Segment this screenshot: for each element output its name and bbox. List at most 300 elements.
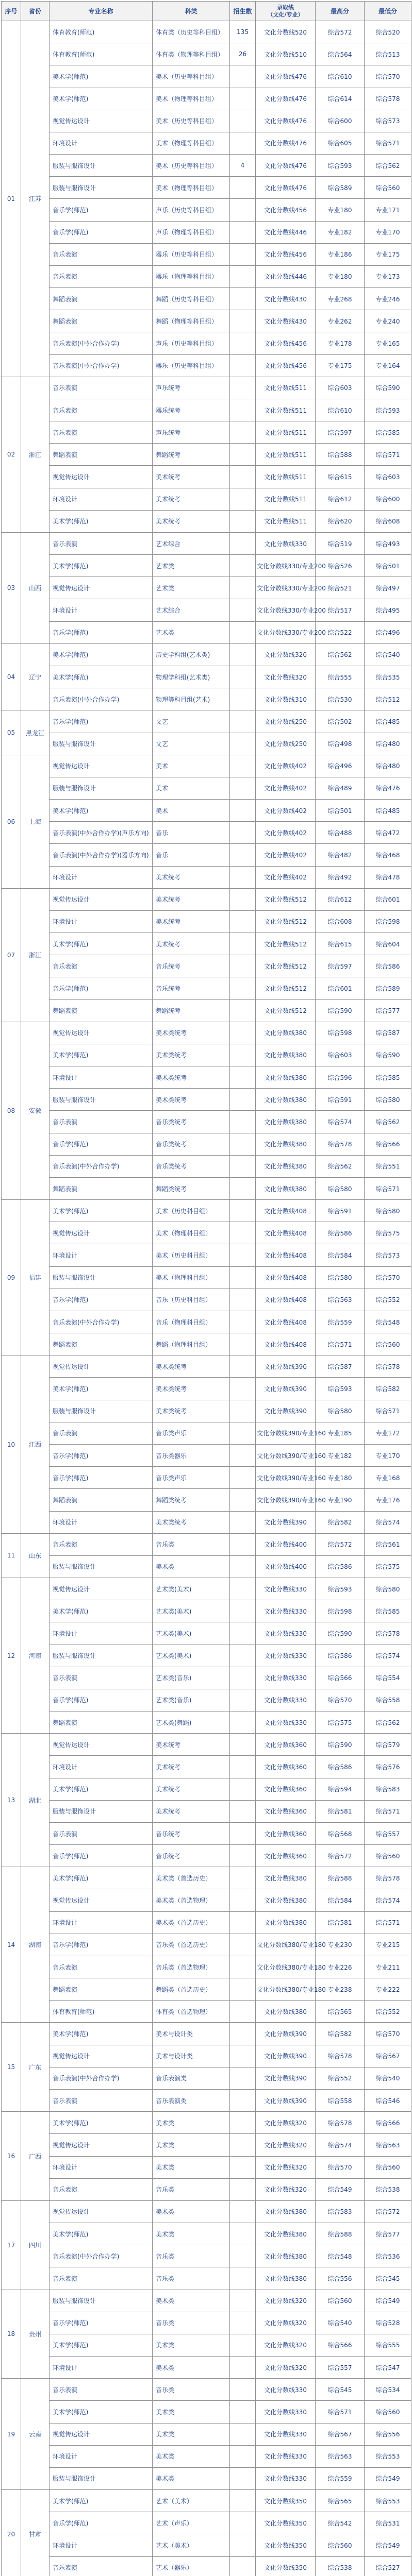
cell-province: 江西 xyxy=(21,1355,50,1533)
cell-cutoff: 文化分数线330 xyxy=(256,1711,316,1734)
cell-min: 综合520 xyxy=(365,21,411,43)
cell-enroll xyxy=(230,2401,256,2423)
cell-max: 综合580 xyxy=(316,1177,365,1199)
table-row xyxy=(2,199,411,221)
cell-major: 美术学(师范) xyxy=(50,1778,153,1800)
table-row xyxy=(2,1489,411,1511)
cell-max: 综合563 xyxy=(316,1289,365,1311)
cell-max: 综合549 xyxy=(316,2178,365,2200)
cell-major: 音乐表演 xyxy=(50,1422,153,1444)
cell-min: 综合570 xyxy=(365,65,411,88)
cell-enroll xyxy=(230,1845,256,1867)
cell-enroll xyxy=(230,2089,256,2111)
cell-min: 综合583 xyxy=(365,1778,411,1800)
cell-province: 贵州 xyxy=(21,2290,50,2379)
cell-max: 综合578 xyxy=(316,1133,365,1155)
cell-max: 综合610 xyxy=(316,399,365,421)
cell-max: 综合586 xyxy=(316,1222,365,1244)
table-row xyxy=(2,1845,411,1867)
cell-max: 综合601 xyxy=(316,977,365,999)
cell-cutoff: 文化分数线510 xyxy=(256,43,316,65)
cell-cutoff: 文化分数线408 xyxy=(256,1289,316,1311)
table-row xyxy=(2,444,411,466)
table-row xyxy=(2,1800,411,1822)
cell-major: 音乐表演(中外合作办学) xyxy=(50,2067,153,2089)
table-row xyxy=(2,1311,411,1333)
cell-min: 综合556 xyxy=(365,2423,411,2445)
cell-major: 音乐学(师范) xyxy=(50,710,153,733)
cell-max: 综合568 xyxy=(316,1822,365,1844)
cell-subject: 美术统考 xyxy=(153,888,230,910)
cell-enroll xyxy=(230,2534,256,2556)
cell-major: 视觉传达设计 xyxy=(50,466,153,488)
cell-major: 音乐表演 xyxy=(50,2089,153,2111)
cell-min: 综合593 xyxy=(365,399,411,421)
cell-subject: 艺术类 xyxy=(153,577,230,599)
cell-major: 视觉传达设计 xyxy=(50,1734,153,1756)
cell-cutoff: 文化分数线380 xyxy=(256,1911,316,1934)
cell-max: 综合560 xyxy=(316,2290,365,2312)
table-row xyxy=(2,1244,411,1266)
cell-province: 四川 xyxy=(21,2200,50,2290)
cell-major: 音乐学(师范) xyxy=(50,1133,153,1155)
cell-subject: 美术（历史科目组） xyxy=(153,1244,230,1266)
cell-min: 综合571 xyxy=(365,444,411,466)
cell-enroll xyxy=(230,1889,256,1911)
cell-enroll xyxy=(230,999,256,1022)
cell-subject: 音乐类统考 xyxy=(153,1111,230,1133)
cell-max: 综合571 xyxy=(316,1333,365,1355)
table-row xyxy=(2,21,411,43)
header-subject: 科类 xyxy=(153,2,230,21)
cell-subject: 美术（物理科目组） xyxy=(153,1266,230,1289)
cell-cutoff: 文化分数线402 xyxy=(256,800,316,822)
cell-province: 山东 xyxy=(21,1533,50,1578)
cell-major: 美术学(师范) xyxy=(50,1378,153,1400)
cell-major: 美术学(师范) xyxy=(50,2023,153,2045)
table-row xyxy=(2,599,411,621)
cell-cutoff: 文化分数线330 xyxy=(256,1622,316,1645)
cell-cutoff: 文化分数线402 xyxy=(256,755,316,777)
cell-cutoff: 文化分数线390 xyxy=(256,1355,316,1378)
cell-major: 环境设计 xyxy=(50,866,153,888)
cell-major: 视觉传达设计 xyxy=(50,1578,153,1600)
cell-subject: 美术统考 xyxy=(153,1800,230,1822)
cell-max: 综合588 xyxy=(316,2223,365,2245)
cell-major: 视觉传达设计 xyxy=(50,110,153,132)
cell-enroll xyxy=(230,2112,256,2134)
cell-major: 美术学(师范) xyxy=(50,2490,153,2512)
cell-enroll xyxy=(230,1645,256,1667)
cell-min: 综合558 xyxy=(365,1689,411,1711)
cell-enroll xyxy=(230,1200,256,1222)
cell-cutoff: 文化分数线390/专业160 xyxy=(256,1445,316,1467)
cell-min: 综合560 xyxy=(365,2401,411,2423)
cell-subject: 声乐统考 xyxy=(153,421,230,444)
cell-province: 湖北 xyxy=(21,1734,50,1867)
table-row xyxy=(2,265,411,287)
cell-enroll xyxy=(230,1978,256,2001)
cell-max: 综合582 xyxy=(316,2023,365,2045)
cell-min: 综合540 xyxy=(365,643,411,666)
cell-enroll xyxy=(230,866,256,888)
cell-major: 环境设计 xyxy=(50,488,153,510)
cell-major: 舞蹈表演 xyxy=(50,288,153,310)
cell-max: 综合548 xyxy=(316,2245,365,2267)
cell-major: 音乐表演 xyxy=(50,2178,153,2200)
cell-cutoff: 文化分数线330 xyxy=(256,532,316,554)
cell-min: 综合493 xyxy=(365,532,411,554)
cell-max: 综合572 xyxy=(316,1845,365,1867)
cell-enroll xyxy=(230,2467,256,2489)
cell-cutoff: 文化分数线250 xyxy=(256,710,316,733)
cell-max: 综合564 xyxy=(316,43,365,65)
cell-max: 综合572 xyxy=(316,1533,365,1555)
cell-major: 音乐表演 xyxy=(50,1822,153,1844)
cell-major: 视觉传达设计 xyxy=(50,1889,153,1911)
cell-max: 综合540 xyxy=(316,2312,365,2334)
cell-cutoff: 文化分数线320 xyxy=(256,2134,316,2156)
table-row xyxy=(2,1089,411,1111)
cell-enroll xyxy=(230,1066,256,1089)
cell-major: 美术学(师范) xyxy=(50,2112,153,2134)
cell-enroll xyxy=(230,1489,256,1511)
cell-major: 体育教育(师范) xyxy=(50,2001,153,2023)
cell-province: 黑龙江 xyxy=(21,710,50,755)
cell-major: 舞蹈表演 xyxy=(50,999,153,1022)
cell-seq: 13 xyxy=(2,1734,21,1867)
cell-subject: 美术统考 xyxy=(153,1778,230,1800)
cell-min: 综合560 xyxy=(365,1845,411,1867)
cell-max: 综合589 xyxy=(316,177,365,199)
table-row xyxy=(2,110,411,132)
table-row xyxy=(2,288,411,310)
cell-cutoff: 文化分数线512 xyxy=(256,999,316,1022)
cell-enroll xyxy=(230,399,256,421)
cell-major: 服装与服饰设计 xyxy=(50,1400,153,1422)
table-row xyxy=(2,643,411,666)
cell-subject: 体育类（首选物理） xyxy=(153,2001,230,2023)
header-enroll: 招生数 xyxy=(230,2,256,21)
cell-subject: 美术（历史等科目组） xyxy=(153,155,230,177)
cell-enroll xyxy=(230,65,256,88)
table-row xyxy=(2,2423,411,2445)
cell-subject: 艺术（器乐） xyxy=(153,2556,230,2576)
table-row xyxy=(2,1022,411,1044)
table-row xyxy=(2,2023,411,2045)
cell-min: 综合561 xyxy=(365,1533,411,1555)
cell-seq: 04 xyxy=(2,643,21,710)
header-max: 最高分 xyxy=(316,2,365,21)
cell-min: 综合576 xyxy=(365,1756,411,1778)
table-row xyxy=(2,555,411,577)
table-row xyxy=(2,1177,411,1199)
cell-cutoff: 文化分数线390 xyxy=(256,2045,316,2067)
header-cutoff: 录取线 （文化/专业） xyxy=(256,2,316,21)
cell-subject: 艺术类(美术) xyxy=(153,1600,230,1622)
table-row xyxy=(2,2357,411,2379)
cell-major: 服装与服饰设计 xyxy=(50,177,153,199)
cell-max: 专业180 xyxy=(316,265,365,287)
cell-subject: 美术类 xyxy=(153,2112,230,2134)
cell-max: 综合545 xyxy=(316,2379,365,2401)
cell-major: 美术学(师范) xyxy=(50,1600,153,1622)
cell-enroll xyxy=(230,1333,256,1355)
cell-subject: 艺术类(音乐) xyxy=(153,1689,230,1711)
cell-subject: 音乐类声乐 xyxy=(153,1467,230,1489)
cell-enroll xyxy=(230,110,256,132)
cell-min: 综合555 xyxy=(365,2334,411,2356)
cell-cutoff: 文化分数线380/专业180 xyxy=(256,1956,316,1978)
cell-max: 综合588 xyxy=(316,1867,365,1889)
cell-subject: 美术类统考 xyxy=(153,1511,230,1533)
cell-min: 综合563 xyxy=(365,2134,411,2156)
cell-major: 音乐学(师范) xyxy=(50,2512,153,2534)
cell-enroll xyxy=(230,977,256,999)
cell-enroll xyxy=(230,1511,256,1533)
cell-min: 综合497 xyxy=(365,577,411,599)
cell-cutoff: 文化分数线350 xyxy=(256,2512,316,2534)
cell-min: 综合562 xyxy=(365,1711,411,1734)
cell-cutoff: 文化分数线511 xyxy=(256,399,316,421)
cell-cutoff: 文化分数线380 xyxy=(256,2200,316,2223)
cell-enroll xyxy=(230,643,256,666)
cell-enroll xyxy=(230,377,256,399)
cell-min: 综合552 xyxy=(365,1289,411,1311)
cell-major: 音乐学(师范) xyxy=(50,1934,153,1956)
cell-subject: 器乐统考 xyxy=(153,399,230,421)
cell-cutoff: 文化分数线511 xyxy=(256,510,316,532)
cell-max: 综合586 xyxy=(316,1555,365,1578)
cell-cutoff: 文化分数线512 xyxy=(256,933,316,955)
cell-max: 综合556 xyxy=(316,2267,365,2290)
cell-subject: 音乐 xyxy=(153,844,230,866)
cell-enroll xyxy=(230,2223,256,2245)
cell-cutoff: 文化分数线380 xyxy=(256,1133,316,1155)
cell-cutoff: 文化分数线320 xyxy=(256,2312,316,2334)
table-row xyxy=(2,2534,411,2556)
table-row xyxy=(2,1667,411,1689)
cell-min: 综合573 xyxy=(365,1244,411,1266)
cell-min: 综合578 xyxy=(365,1867,411,1889)
table-row xyxy=(2,1355,411,1378)
cell-min: 综合580 xyxy=(365,1089,411,1111)
table-row xyxy=(2,2112,411,2134)
cell-subject: 音乐类 xyxy=(153,2379,230,2401)
cell-min: 综合472 xyxy=(365,822,411,844)
cell-cutoff: 文化分数线390/专业160 xyxy=(256,1422,316,1444)
cell-enroll xyxy=(230,1622,256,1645)
cell-min: 综合570 xyxy=(365,2023,411,2045)
cell-cutoff: 文化分数线330 xyxy=(256,1578,316,1600)
cell-major: 美术学(师范) xyxy=(50,800,153,822)
cell-major: 音乐表演(中外合作办学) xyxy=(50,354,153,377)
cell-subject: 艺术（美术） xyxy=(153,2534,230,2556)
cell-enroll xyxy=(230,1578,256,1600)
cell-cutoff: 文化分数线330/专业200 xyxy=(256,577,316,599)
table-row xyxy=(2,1600,411,1622)
cell-cutoff: 文化分数线390 xyxy=(256,2023,316,2045)
cell-min: 综合579 xyxy=(365,1734,411,1756)
cell-seq: 08 xyxy=(2,1022,21,1199)
cell-max: 综合591 xyxy=(316,1200,365,1222)
cell-max: 综合488 xyxy=(316,822,365,844)
cell-min: 专业175 xyxy=(365,243,411,265)
cell-min: 综合496 xyxy=(365,621,411,643)
cell-major: 舞蹈表演 xyxy=(50,444,153,466)
cell-major: 音乐表演 xyxy=(50,1956,153,1978)
cell-max: 综合559 xyxy=(316,1311,365,1333)
cell-subject: 美术类 xyxy=(153,2134,230,2156)
cell-province: 广西 xyxy=(21,2112,50,2201)
cell-max: 综合582 xyxy=(316,1511,365,1533)
cell-major: 美术学(师范) xyxy=(50,1200,153,1222)
cell-major: 视觉传达设计 xyxy=(50,2045,153,2067)
cell-max: 综合482 xyxy=(316,844,365,866)
cell-subject: 舞蹈（物理等科目组） xyxy=(153,310,230,332)
cell-cutoff: 文化分数线446 xyxy=(256,265,316,287)
cell-max: 综合580 xyxy=(316,1400,365,1422)
cell-major: 美术学(师范) xyxy=(50,1867,153,1889)
cell-subject: 音乐类统考 xyxy=(153,1133,230,1155)
cell-min: 综合553 xyxy=(365,2445,411,2467)
cell-cutoff: 文化分数线330 xyxy=(256,1667,316,1689)
cell-subject: 器乐（历史等科目组） xyxy=(153,243,230,265)
cell-cutoff: 文化分数线330 xyxy=(256,1645,316,1667)
cell-enroll xyxy=(230,2267,256,2290)
cell-major: 音乐学(师范) xyxy=(50,977,153,999)
cell-major: 美术学(师范) xyxy=(50,1044,153,1066)
table-row xyxy=(2,1222,411,1244)
cell-enroll xyxy=(230,933,256,955)
table-row xyxy=(2,866,411,888)
cell-enroll xyxy=(230,2290,256,2312)
cell-max: 综合530 xyxy=(316,688,365,710)
cell-cutoff: 文化分数线330 xyxy=(256,1689,316,1711)
cell-max: 综合591 xyxy=(316,1089,365,1111)
cell-enroll xyxy=(230,310,256,332)
cell-major: 音乐学(师范) xyxy=(50,1445,153,1467)
cell-max: 综合578 xyxy=(316,2045,365,2067)
cell-province: 上海 xyxy=(21,755,50,888)
cell-enroll xyxy=(230,2423,256,2445)
cell-subject: 艺术类(美术) xyxy=(153,1578,230,1600)
table-row xyxy=(2,2512,411,2534)
table-row xyxy=(2,2334,411,2356)
cell-max: 综合560 xyxy=(316,2534,365,2556)
cell-enroll xyxy=(230,2023,256,2045)
table-row xyxy=(2,2290,411,2312)
cell-cutoff: 文化分数线408 xyxy=(256,1266,316,1289)
cell-cutoff: 文化分数线380 xyxy=(256,1867,316,1889)
cell-max: 综合593 xyxy=(316,1378,365,1400)
cell-subject: 美术类 xyxy=(153,2357,230,2379)
cell-major: 服装与服饰设计 xyxy=(50,1645,153,1667)
cell-cutoff: 文化分数线310 xyxy=(256,688,316,710)
cell-enroll xyxy=(230,2134,256,2156)
cell-min: 综合574 xyxy=(365,1511,411,1533)
cell-min: 综合476 xyxy=(365,777,411,799)
cell-cutoff: 文化分数线476 xyxy=(256,110,316,132)
cell-enroll xyxy=(230,577,256,599)
cell-min: 综合603 xyxy=(365,466,411,488)
cell-subject: 美术类（首选物理） xyxy=(153,1889,230,1911)
cell-cutoff: 文化分数线360 xyxy=(256,1778,316,1800)
cell-enroll xyxy=(230,2334,256,2356)
cell-province: 云南 xyxy=(21,2379,50,2490)
cell-cutoff: 文化分数线350 xyxy=(256,2534,316,2556)
cell-enroll xyxy=(230,1266,256,1289)
cell-min: 专业173 xyxy=(365,265,411,287)
cell-min: 综合528 xyxy=(365,2312,411,2334)
cell-max: 综合581 xyxy=(316,1911,365,1934)
cell-enroll xyxy=(230,2512,256,2534)
table-row xyxy=(2,1289,411,1311)
cell-subject: 历史学科组(艺术类) xyxy=(153,643,230,666)
cell-major: 音乐学(师范) xyxy=(50,1289,153,1311)
cell-min: 综合480 xyxy=(365,733,411,755)
cell-min: 综合562 xyxy=(365,1111,411,1133)
cell-enroll xyxy=(230,1289,256,1311)
cell-min: 综合573 xyxy=(365,110,411,132)
cell-subject: 艺术综合 xyxy=(153,532,230,554)
table-row xyxy=(2,2379,411,2401)
table-row xyxy=(2,1044,411,1066)
cell-subject: 艺术综合 xyxy=(153,599,230,621)
cell-min: 综合547 xyxy=(365,2357,411,2379)
cell-subject: 体育类（历史等科目组） xyxy=(153,21,230,43)
cell-enroll xyxy=(230,1756,256,1778)
cell-min: 专业168 xyxy=(365,1467,411,1489)
cell-enroll xyxy=(230,1378,256,1400)
cell-cutoff: 文化分数线330/专业200 xyxy=(256,621,316,643)
table-row xyxy=(2,955,411,977)
table-row xyxy=(2,88,411,110)
cell-major: 音乐学(师范) xyxy=(50,1845,153,1867)
cell-cutoff: 文化分数线520 xyxy=(256,21,316,43)
cell-cutoff: 文化分数线380 xyxy=(256,1155,316,1177)
cell-enroll xyxy=(230,1155,256,1177)
cell-max: 综合615 xyxy=(316,933,365,955)
cell-max: 综合570 xyxy=(316,2156,365,2178)
cell-enroll xyxy=(230,1600,256,1622)
table-row xyxy=(2,621,411,643)
cell-major: 视觉传达设计 xyxy=(50,2423,153,2445)
cell-subject: 美术（物理等科目组） xyxy=(153,88,230,110)
cell-major: 环境设计 xyxy=(50,1911,153,1934)
cell-max: 综合584 xyxy=(316,1889,365,1911)
cell-major: 音乐学(师范) xyxy=(50,1689,153,1711)
table-row xyxy=(2,2556,411,2576)
cell-enroll xyxy=(230,221,256,243)
cell-enroll xyxy=(230,1533,256,1555)
cell-max: 专业178 xyxy=(316,332,365,354)
cell-seq: 20 xyxy=(2,2490,21,2576)
cell-subject: 器乐（物理等科目组） xyxy=(153,265,230,287)
table-row xyxy=(2,2267,411,2290)
cell-major: 舞蹈表演 xyxy=(50,1333,153,1355)
cell-subject: 物理学科组(艺术类) xyxy=(153,666,230,688)
cell-subject: 美术统考 xyxy=(153,488,230,510)
cell-max: 专业180 xyxy=(316,199,365,221)
cell-subject: 音乐类 xyxy=(153,2178,230,2200)
cell-enroll xyxy=(230,265,256,287)
table-row xyxy=(2,221,411,243)
cell-min: 专业170 xyxy=(365,1445,411,1467)
cell-cutoff: 文化分数线402 xyxy=(256,777,316,799)
cell-province: 湖南 xyxy=(21,1867,50,2023)
cell-subject: 美术类统考 xyxy=(153,1066,230,1089)
